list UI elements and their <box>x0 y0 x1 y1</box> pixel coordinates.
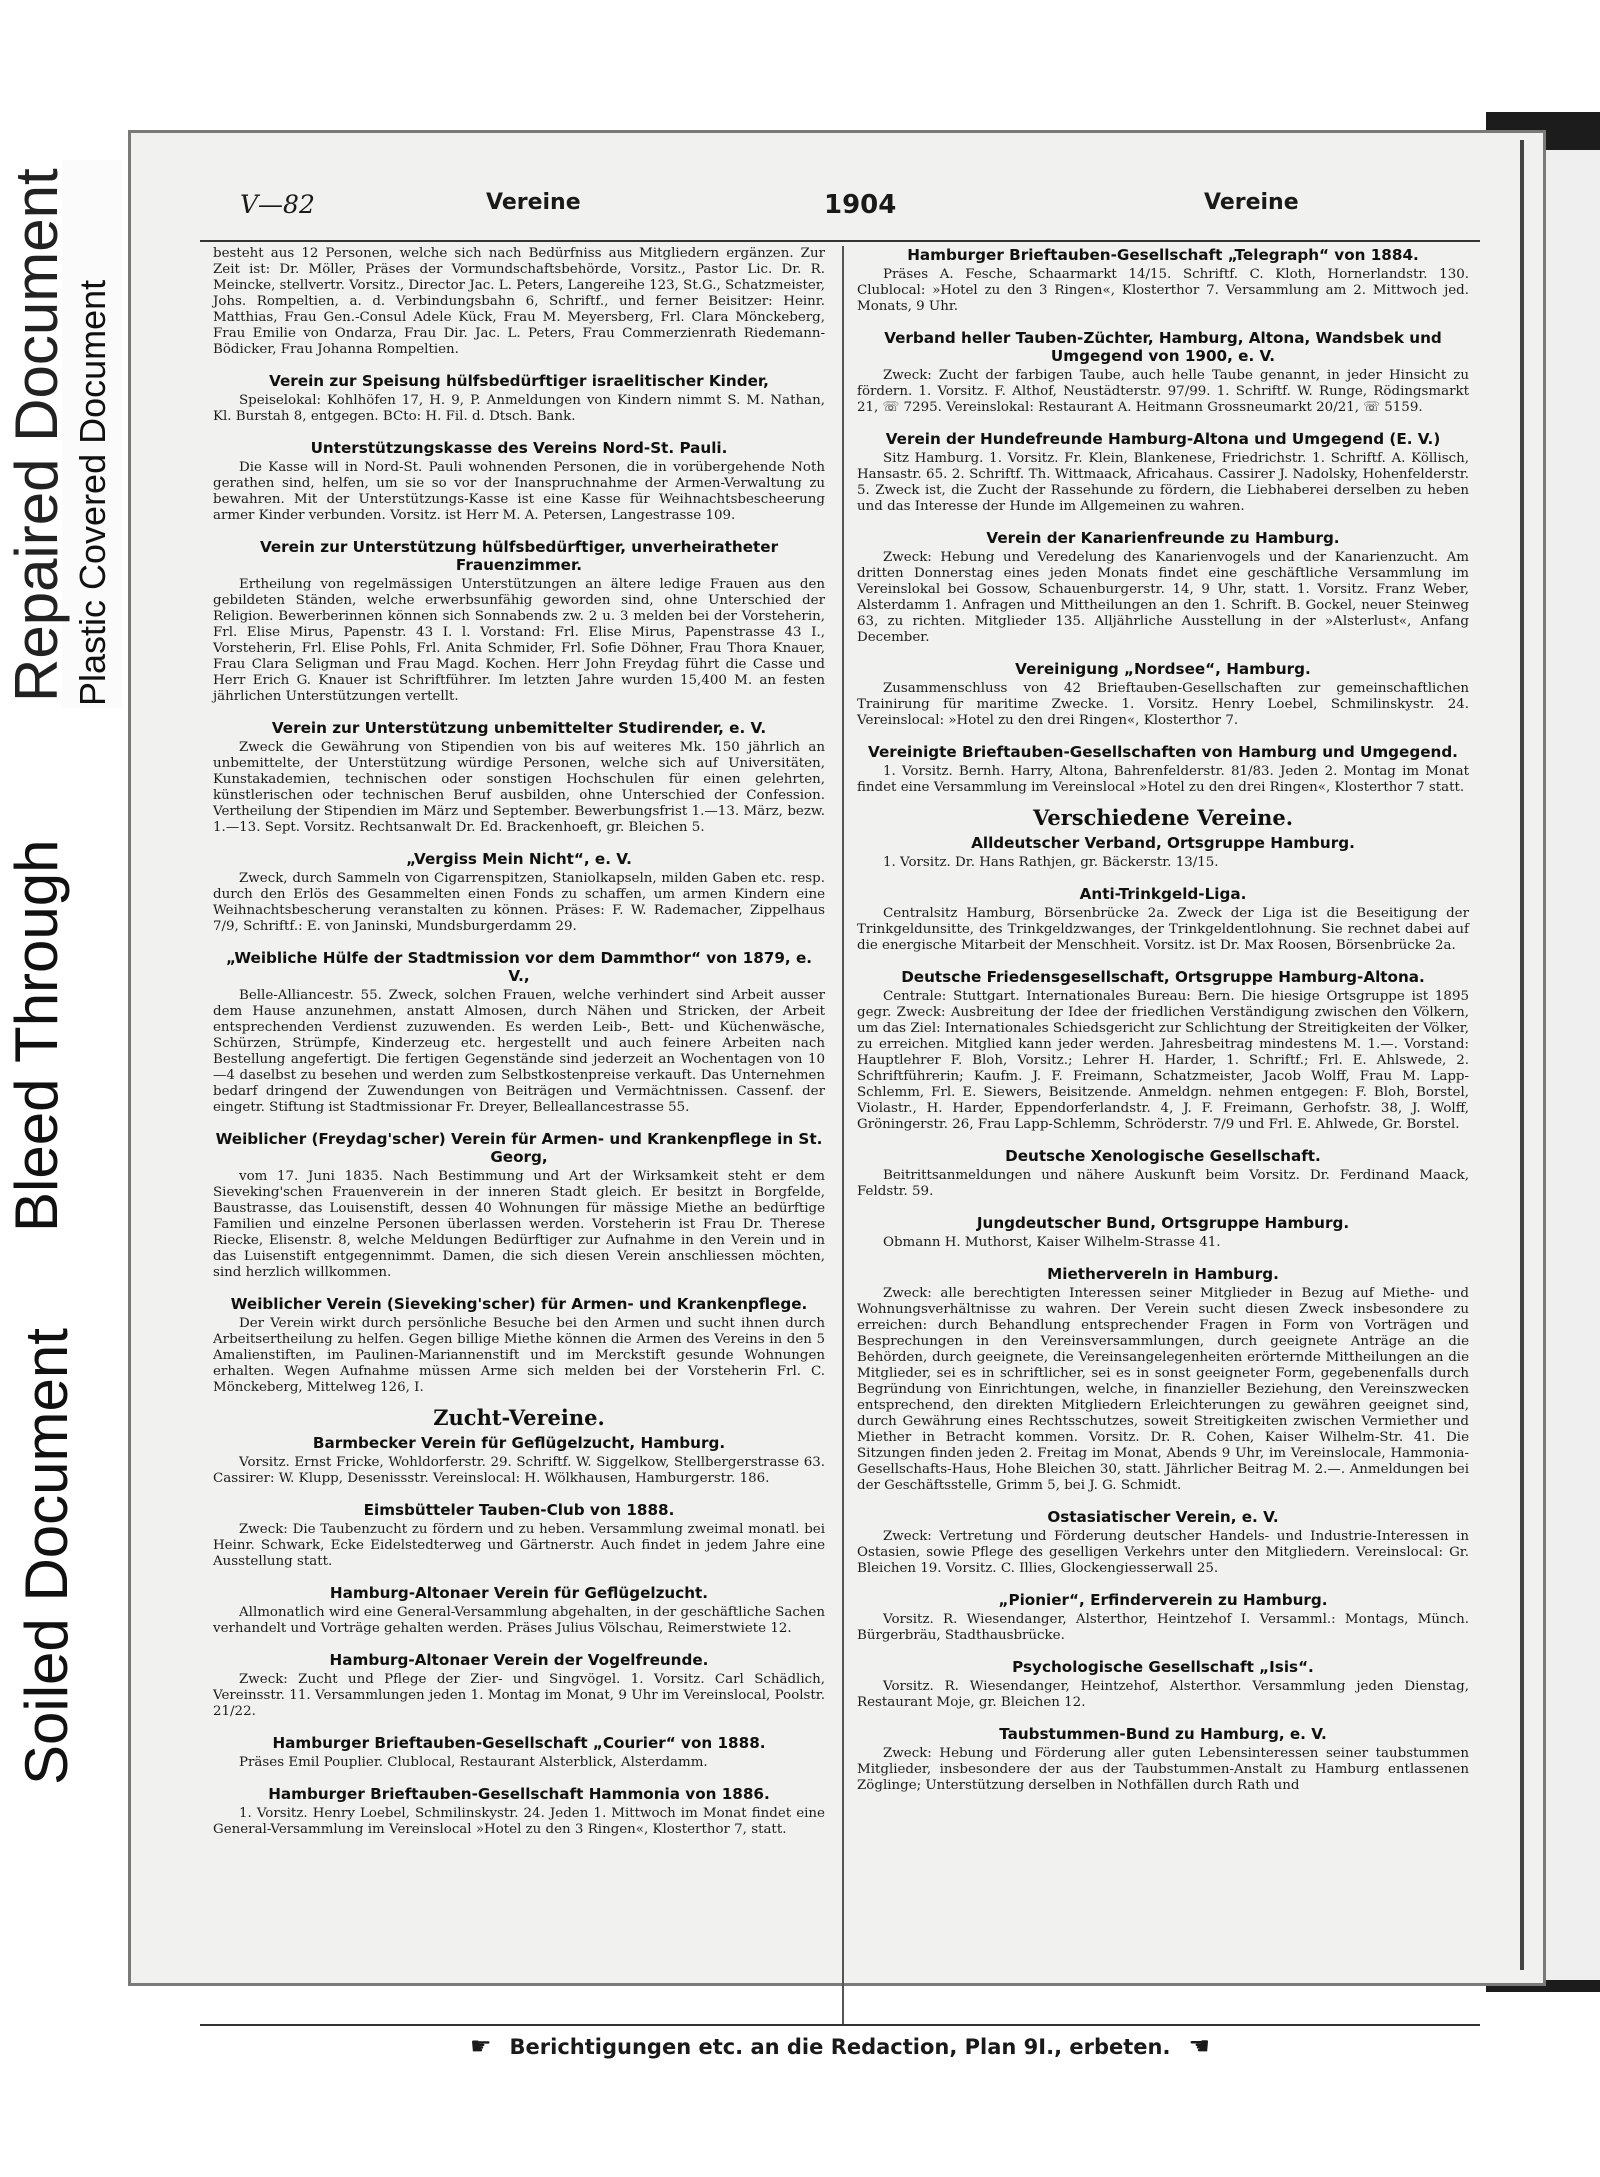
footer-text: Berichtigungen etc. an die Redaction, Plan 9I., erbeten. <box>509 2035 1171 2059</box>
entry-title: Barmbecker Verein für Geflügelzucht, Hamburg. <box>312 1434 726 1452</box>
entry-text: Zweck: Die Taubenzucht zu fördern und zu heben. Versammlung zweimal monatl. bei Heinr. Schwark, Ecke Eidelstedterweg und Gärtnerstr. Auch findet in jedem Jahre eine Ausstellung statt. <box>213 1522 825 1569</box>
entry-text: Zweck: Zucht und Pflege der Zier- und Singvögel. 1. Vorsitz. Carl Schädlich, Vereinsstr. 11. Versammlungen jeden 1. Montag im Monat, 9 Uhr im Vereinslocal, Poolstr. 21/22. <box>213 1672 825 1719</box>
directory-entry <box>213 850 825 935</box>
section-heading: Zucht-Vereine. <box>433 1405 605 1430</box>
directory-entry <box>213 1434 825 1487</box>
directory-entry <box>857 834 1469 871</box>
directory-entry <box>857 1591 1469 1644</box>
entry-title: Verein zur Unterstützung unbemittelter Studirender, e. V. <box>271 719 767 737</box>
directory-entry <box>213 1130 825 1281</box>
entry-title: Psychologische Gesellschaft „Isis“. <box>1012 1658 1314 1676</box>
entry-title: Eimsbütteler Tauben-Club von 1888. <box>363 1501 675 1519</box>
directory-entry <box>213 246 825 358</box>
entry-text: Zweck: Hebung und Förderung aller guten Lebensinteressen seiner taubstummen Mitglieder, insbesondere der aus der Taubstummen-Anstalt zu Hamburg entlassenen Zöglinge; Unterstützung derselben in Nothfällen durch Rath und <box>857 1746 1469 1793</box>
directory-entry <box>213 1584 825 1637</box>
page-binding-edge <box>1520 140 1524 1970</box>
directory-entry <box>213 372 825 425</box>
entry-title: Vereinigung „Nordsee“, Hamburg. <box>1015 660 1311 678</box>
entry-text: Vorsitz. R. Wiesendanger, Alsterthor, Heintzehof I. Versamml.: Montags, Münch. Bürgerbräu, Stadthausbrücke. <box>857 1612 1469 1643</box>
entry-text: Sitz Hamburg. 1. Vorsitz. Fr. Klein, Blankenese, Friedrichstr. 1. Schriftf. A. Köllisch, Hansastr. 65. 2. Schriftf. Th. Wittmaack, Africahaus. Cassirer J. Nadolsky, Hohenfelderstr. 5. Zweck ist, die Zucht der Rassehunde zu fördern, die Liebhaberei derselben zu heben und das Interesse der Hunde im Allgemeinen zu wahren. <box>857 451 1469 514</box>
footer-note <box>200 2032 1480 2060</box>
left-column <box>213 246 825 1852</box>
entry-title: Anti-Trinkgeld-Liga. <box>1079 885 1247 903</box>
entry-text: Zweck: Zucht der farbigen Taube, auch helle Taube genannt, in jeder Hinsicht zu fördern. 1. Vorsitz. F. Althof, Neustädterstr. 97/99. 1. Schriftf. W. Runge, Rödingsmarkt 21, ☏ 7295. Vereinslokal: Restaurant A. Heitmann Grossneumarkt 20/21, ☏ 5159. <box>857 368 1469 415</box>
entry-text: Belle-Alliancestr. 55. Zweck, solchen Frauen, welche verhindert sind Arbeit ausser dem Hause anzunehmen, anstatt Almosen, durch Nähen und Stricken, der Arbeit entsprechenden Verdienst zuzuwenden. Es werden Leib-, Bett- und Küchenwäsche, Schürzen, Strümpfe, Kinderzeug etc. hergestellt und auch feinere Arbeiten nach Bestellung angefertigt. Die fertigen Gegenstände sind jederzeit an Wochentagen von 10—4 daselbst zu besehen und werden zum Selbstkostenpreise verkauft. Das Unternehmen bedarf dringend der Zuwendungen von Beiträgen und Vermächtnissen. Cassenf. der eingetr. Stiftung ist Stadtmissionar Fr. Dreyer, Belleallancestrasse 55. <box>213 988 825 1115</box>
page-header <box>200 190 1480 226</box>
entry-title: Hamburger Brieftauben-Gesellschaft „Courier“ von 1888. <box>272 1734 766 1752</box>
directory-entry <box>857 1658 1469 1711</box>
directory-entry <box>857 1725 1469 1794</box>
directory-entry <box>857 246 1469 315</box>
entry-title: Verein zur Speisung hülfsbedürftiger israelitischer Kinder, <box>269 372 769 390</box>
directory-entry <box>857 968 1469 1133</box>
right-running-title: Vereine <box>1204 190 1299 215</box>
entry-title: Verein der Hundefreunde Hamburg-Altona und Umgegend (E. V.) <box>885 430 1441 448</box>
directory-entry <box>857 430 1469 515</box>
directory-entry <box>213 1734 825 1771</box>
directory-entry <box>857 885 1469 954</box>
entry-text: Centrale: Stuttgart. Internationales Bureau: Bern. Die hiesige Ortsgruppe ist 1895 gegr. Zweck: Ausbreitung der Idee der friedlichen Verständigung zwischen den Völkern, um das Ziel: Internationales Schiedsgericht zur Schlichtung der Streitigkeiten der Völker, zu erreichen. Mitglied kann jeder werden. Jahresbeitrag mindestens M. 1.—. Vorstand: Hauptlehrer F. Bloh, Vorsitz.; Lehrer H. Harder, 1. Schriftf.; Frl. E. Ahlswede, 2. Schriftführerin; Kaufm. J. F. Freimann, Schatzmeister, Jacob Wolff, Frau M. Lapp-Schlemm, Frl. E. Siewers, Beisitzende. Anmeldgn. nehmen entgegen: F. Bloh, Borstel, Violastr., H. Harder, Eppendorferlandstr. 4, J. F. Freimann, Gerhofstr. 38, J. Wolff, Gröningerstr. 26, Frau Lapp-Schlemm, Schröderstr. 7/9 und Frl. E. Ahlwede, Gr. Borstel. <box>857 989 1469 1132</box>
entry-text: Zweck: alle berechtigten Interessen seiner Mitglieder in Bezug auf Miethe- und Wohnungsverhältnisse zu wahren. Der Verein sucht diesen Zweck insbesondere zu erreichen: durch Behandlung entsprechender Fragen in Form von Vorträgen und Besprechungen in den Vereinsversammlungen, durch geeignete Anträge an die Behörden, durch geeignete, die Vereinsangelegenheiten erörternde Mittheilungen an die Mitglieder, sei es in schriftlicher, sei es in sonst geeigneter Form, gegebenenfalls durch Begründung von Einrichtungen, welche, in finanzieller Beziehung, den Vereinszwecken entsprechend, den direkten Mitgliedern Erleichterungen zu gewähren geeignet sind, durch Gewährung eines Rechtsschutzes, soweit Streitigkeiten zwischen Vermiether und Miether in Betracht kommen. Vorsitz. Dr. R. Cohen, Kaiser Wilhelm-Str. 41. Die Sitzungen finden jeden 2. Freitag im Monat, Abends 9 Uhr, im Vereinslocale, Hammonia-Gesellschafts-Haus, Hohe Bleichen 30, statt. Jährlicher Beitrag M. 2.—. Anmeldungen bei der Geschäftsstelle, Grimm 5, bei J. G. Schmidt. <box>857 1286 1469 1493</box>
directory-entry <box>213 1651 825 1720</box>
footer-rule <box>200 2024 1480 2026</box>
entry-title: Hamburg-Altonaer Verein der Vogelfreunde. <box>329 1651 709 1669</box>
directory-entry <box>857 1214 1469 1251</box>
page-number: V—82 <box>240 190 315 219</box>
directory-entry <box>857 660 1469 729</box>
directory-entry <box>213 439 825 524</box>
entry-text: Der Verein wirkt durch persönliche Besuche bei den Armen und sucht ihnen durch Arbeitsertheilung zu helfen. Gegen billige Miethe können die Armen des Vereins in den 5 Amalienstiften, im Paulinen-Mariannenstift und im Merckstift gesunde Wohnungen erhalten. Wegen Aufnahme müssen Arme sich melden bei der Vorsteherin Frl. C. Mönckeberg, Mittelweg 126, I. <box>213 1316 825 1395</box>
entry-text: Zweck, durch Sammeln von Cigarrenspitzen, Staniolkapseln, milden Gaben etc. resp. durch den Erlös des Gesammelten einen Fonds zu schaffen, um armen Kindern eine Weihnachtsbescherung veranstalten zu können. Präses: F. W. Rademacher, Zippelhaus 7/9, Schriftf.: E. von Janinski, Mundsburgerdamm 29. <box>213 871 825 934</box>
entry-text: Vorsitz. R. Wiesendanger, Heintzehof, Alsterthor. Versammlung jeden Dienstag, Restaurant Moje, gr. Bleichen 12. <box>857 1679 1469 1710</box>
entry-text: Zusammenschluss von 42 Brieftauben-Gesellschaften zur gemeinschaftlichen Trainirung für maritime Zwecke. 1. Vorsitz. Henry Loebel, Schmilinskystr. 24. Vereinslocal: »Hotel zu den drei Ringen«, Klosterthor 7. <box>857 681 1469 728</box>
entry-text: Die Kasse will in Nord-St. Pauli wohnenden Personen, die in vorübergehende Noth gerathen sind, helfen, um sie so vor der Inanspruchnahme der Armen-Verwaltung zu bewahren. Mit der Unterstützungs-Kasse ist eine Kasse für Weihnachtsbescheerung armer Kinder verbunden. Vorsitz. ist Herr M. A. Petersen, Langestrasse 109. <box>213 460 825 523</box>
entry-title: Verein zur Unterstützung hülfsbedürftiger, unverheiratheter Frauenzimmer. <box>259 538 779 574</box>
entry-text: vom 17. Juni 1835. Nach Bestimmung und Art der Wirksamkeit steht er dem Sieveking'schen Frauenverein in der inneren Stadt gleich. Er besitzt in Borgfelde, Baustrasse, das Louisenstift, dessen 40 Wohnungen für mässige Miethe an bedürftige Familien und einzelne Personen überlassen werden. Vorsteherin ist Frau Dr. Therese Riecke, Elisenstr. 8, welche Meldungen Bedürftiger zur Aufnahme in den Verein und in das Luisenstift entgegennimmt. Damen, die sich diesen Verein anschliessen möchten, sind herzlich willkommen. <box>213 1169 825 1280</box>
directory-entry <box>857 743 1469 796</box>
entry-text: Speiselokal: Kohlhöfen 17, H. 9, P. Anmeldungen von Kindern nimmt S. M. Nathan, Kl. Burstah 8, entgegen. BCto: H. Fil. d. Dtsch. Bank. <box>213 393 825 424</box>
entry-text: Zweck die Gewährung von Stipendien von bis auf weiteres Mk. 150 jährlich an unbemittelte, der Unterstützung würdige Personen, welche sich auf Universitäten, Kunstakademien, technischen oder sonstigen Hochschulen für einen gelehrten, künstlerischen oder technischen Beruf ausbilden, ohne Unterschied der Confession. Vertheilung der Stipendien im März und September. Bewerbungsfrist 1.—13. März, bezw. 1.—13. Sept. Vorsitz. Rechtsanwalt Dr. Ed. Brackenhoeft, gr. Bleichen 5. <box>213 740 825 835</box>
directory-entry <box>857 329 1469 416</box>
entry-text: 1. Vorsitz. Dr. Hans Rathjen, gr. Bäckerstr. 13/15. <box>883 855 1219 870</box>
entry-title: Weiblicher (Freydag'scher) Verein für Armen- und Krankenpflege in St. Georg, <box>215 1130 823 1166</box>
entry-text: Präses Emil Pouplier. Clublocal, Restaurant Alsterblick, Alsterdamm. <box>239 1755 708 1770</box>
entry-title: Hamburger Brieftauben-Gesellschaft „Telegraph“ von 1884. <box>907 246 1419 264</box>
entry-text: Zweck: Hebung und Veredelung des Kanarienvogels und der Kanarienzucht. Am dritten Donnerstag eines jeden Monats findet eine geschäftliche Versammlung im Vereinslokal bei Gossow, Schauenburgerstr. 14, 9 Uhr, statt. 1. Vorsitz. Franz Weber, Alsterdamm 1. Anfragen und Mittheilungen an den 1. Schrift. B. Gockel, neuer Steinweg 63, zu richten. Mitglieder 135. Alljährliche Ausstellung in der »Alsterlust«, Anfang December. <box>857 550 1469 645</box>
entry-title: Alldeutscher Verband, Ortsgruppe Hamburg. <box>971 834 1355 852</box>
side-label-plastic-covered: Plastic Covered Document <box>72 279 113 706</box>
entry-title: Weiblicher Verein (Sieveking'scher) für Armen- und Krankenpflege. <box>230 1295 808 1313</box>
entry-text: 1. Vorsitz. Henry Loebel, Schmilinskystr. 24. Jeden 1. Mittwoch im Monat findet eine General-Versammlung im Vereinslocal »Hotel zu den 3 Ringen«, Klosterthor 7, statt. <box>213 1806 825 1837</box>
entry-text: Obmann H. Muthorst, Kaiser Wilhelm-Strasse 41. <box>883 1235 1221 1250</box>
section-heading: Verschiedene Vereine. <box>1032 805 1294 830</box>
entry-title: Deutsche Xenologische Gesellschaft. <box>1005 1147 1321 1165</box>
pointing-hand-left-icon: ☚ <box>1188 2032 1210 2060</box>
entry-title: Jungdeutscher Bund, Ortsgruppe Hamburg. <box>976 1214 1350 1232</box>
header-rule <box>200 240 1480 242</box>
entry-text: Präses A. Fesche, Schaarmarkt 14/15. Schriftf. C. Kloth, Hornerlandstr. 130. Clublocal: »Hotel zu den 3 Ringen«, Klosterthor 7. Versammlung am 2. Mittwoch jed. Monats, 9 Uhr. <box>857 267 1469 314</box>
side-label-bleed-through: Bleed Through <box>3 839 70 1232</box>
right-column <box>857 246 1469 1808</box>
left-running-title: Vereine <box>486 190 581 215</box>
scan-edge-next-page <box>1540 150 1600 1980</box>
entry-text: Beitrittsanmeldungen und nähere Auskunft beim Vorsitz. Dr. Ferdinand Maack, Feldstr. 59. <box>857 1168 1469 1199</box>
entry-title: Hamburger Brieftauben-Gesellschaft Hammonia von 1886. <box>268 1785 770 1803</box>
entry-text: besteht aus 12 Personen, welche sich nach Bedürfniss aus Mitgliedern ergänzen. Zur Zeit ist: Dr. Möller, Präses der Vormundschaftsbehörde, Vorsitz., Pastor Lic. Dr. R. Meincke, stellvertr. Vorsitz., Director Jac. L. Peters, Langereihe 123, St.G., Schatzmeister, Johs. Rompeltien, a. d. Verbindungsbahn 6, Schriftf., und ferner Beisitzer: Heinr. Matthias, Frau Gen.-Consul Adele Kück, Frau M. Meyersberg, Frl. Clara Mönckeberg, Frau Emilie von Ondarza, Frau Dir. Jac. L. Peters, Frau Commerzienrath Riedemann-Bödicker, Frau Johanna Rompeltien. <box>213 246 825 357</box>
entry-title: Ostasiatischer Verein, e. V. <box>1047 1508 1279 1526</box>
entry-text: Allmonatlich wird eine General-Versammlung abgehalten, in der geschäftliche Sachen verhandelt und Vorträge gehalten werden. Präses Julius Völschau, Reimerstwiete 12. <box>213 1605 825 1636</box>
directory-entry <box>213 1295 825 1396</box>
entry-text: Zweck: Vertretung und Förderung deutscher Handels- und Industrie-Interessen in Ostasien, sowie Pflege des geselligen Verkehrs unter den Mitgliedern. Vereinslocal: Gr. Bleichen 19. Vorsitz. C. Illies, Glockengiesserwall 25. <box>857 1529 1469 1576</box>
directory-entry <box>213 1501 825 1570</box>
entry-title: Verein der Kanarienfreunde zu Hamburg. <box>986 529 1340 547</box>
entry-title: Verband heller Tauben-Züchter, Hamburg, Altona, Wandsbek und Umgegend von 1900, e. V. <box>884 329 1442 365</box>
entry-text: Centralsitz Hamburg, Börsenbrücke 2a. Zweck der Liga ist die Beseitigung der Trinkgeldunsitte, des Trinkgeldzwanges, der Trinkgeldentlohnung. Sie rechnet dabei auf die energische Mitarbeit der Menschheit. Vorsitz. ist Dr. Max Roosen, Börsenbrücke 2a. <box>857 906 1469 953</box>
directory-entry <box>857 1147 1469 1200</box>
directory-entry <box>213 949 825 1116</box>
entry-title: Miethervereln in Hamburg. <box>1047 1265 1279 1283</box>
entry-text: Ertheilung von regelmässigen Unterstützungen an ältere ledige Frauen aus den gebildeten Ständen, welche erwerbsunfähig geworden sind, ohne Unterschied der Religion. Bewerberinnen können sich Sonnabends zw. 2 u. 3 melden bei der Vorsteherin, Frl. Elise Mirus, Papenstr. 43 I. l. Vorstand: Frl. Elise Mirus, Papenstrasse 43 I., Vorsteherin, Frl. Elise Pohls, Frl. Anita Schmider, Frl. Sofie Döhner, Frau Thora Knauer, Frau Clara Seligman und Frau Magd. Kochen. Herr John Freydag führt die Casse und Herr Erich G. Knauer ist Schriftführer. Im letzten Jahre wurden 15,400 M. an festen jährlichen Unterstützungen vertellt. <box>213 577 825 704</box>
entry-title: „Vergiss Mein Nicht“, e. V. <box>406 850 632 868</box>
pointing-hand-right-icon: ☛ <box>470 2032 492 2060</box>
entry-title: „Pionier“, Erfinderverein zu Hamburg. <box>998 1591 1328 1609</box>
entry-title: Taubstummen-Bund zu Hamburg, e. V. <box>999 1725 1327 1743</box>
entry-title: „Weibliche Hülfe der Stadtmission vor dem Dammthor“ von 1879, e. V., <box>225 949 813 985</box>
entry-title: Unterstützungskasse des Vereins Nord-St. Pauli. <box>310 439 728 457</box>
entry-title: Hamburg-Altonaer Verein für Geflügelzucht. <box>329 1584 709 1602</box>
directory-entry <box>857 1265 1469 1494</box>
directory-entry <box>213 719 825 836</box>
entry-title: Vereinigte Brieftauben-Gesellschaften von Hamburg und Umgegend. <box>868 743 1458 761</box>
year-title: 1904 <box>824 190 897 220</box>
side-label-soiled: Soiled Document <box>13 1328 80 1785</box>
side-label-repaired: Repaired Document <box>3 168 70 702</box>
directory-entry <box>213 1785 825 1838</box>
directory-entry <box>213 538 825 705</box>
entry-text: Vorsitz. Ernst Fricke, Wohldorferstr. 29. Schriftf. W. Siggelkow, Stellbergerstrasse 63. Cassirer: W. Klupp, Desenissstr. Vereinslocal: H. Wölkhausen, Hamburgerstr. 186. <box>213 1455 825 1486</box>
entry-title: Deutsche Friedensgesellschaft, Ortsgruppe Hamburg-Altona. <box>901 968 1425 986</box>
directory-entry <box>857 1508 1469 1577</box>
directory-entry <box>857 529 1469 646</box>
entry-text: 1. Vorsitz. Bernh. Harry, Altona, Bahrenfelderstr. 81/83. Jeden 2. Montag im Monat findet eine Versammlung im Vereinslocal »Hotel zu den drei Ringen«, Klosterthor 7 statt. <box>857 764 1469 795</box>
column-divider <box>842 246 844 2024</box>
